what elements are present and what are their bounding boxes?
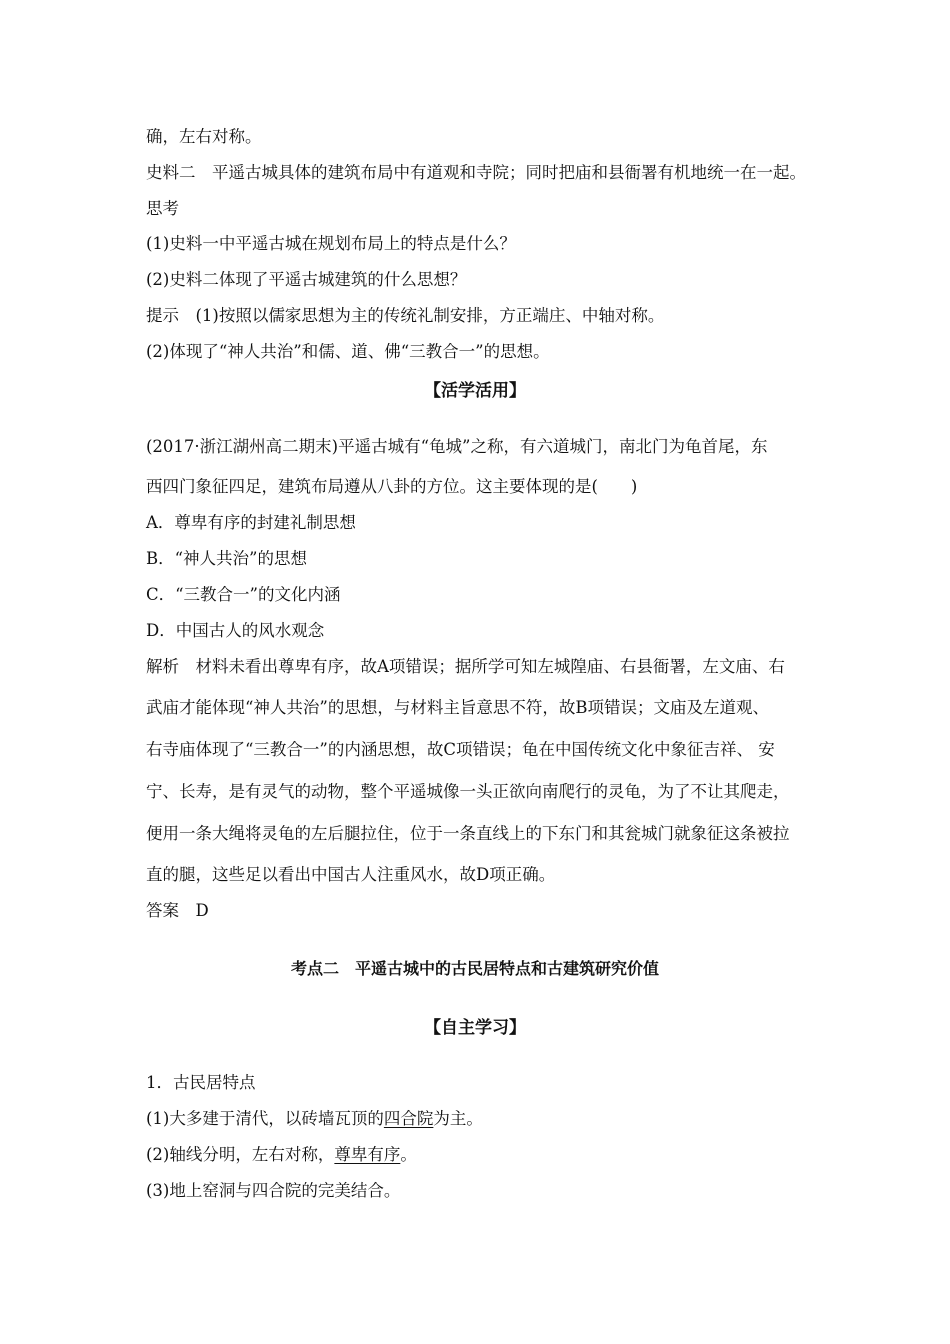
self-study-heading: 1．古民居特点 xyxy=(146,1073,256,1092)
question-stem-line-1: (2017·浙江湖州高二期末)平遥古城有“龟城”之称，有六道城门，南北门为龟首尾，东 xyxy=(146,437,768,456)
self-study-item-2 xyxy=(146,1145,417,1165)
think-heading: 思考 xyxy=(146,199,179,218)
option-b: B．“神人共治”的思想 xyxy=(146,549,307,568)
think-question-1: (1)史料一中平遥古城在规划布局上的特点是什么？ xyxy=(146,234,516,253)
exam-point-title: 考点二 平遥古城中的古民居特点和古建筑研究价值 xyxy=(290,959,659,978)
item-text: (2)轴线分明，左右对称， xyxy=(146,1145,335,1164)
answer-line: 答案 D xyxy=(146,901,209,920)
analysis-line-3: 右寺庙体现了“三教合一”的内涵思想，故C项错误；龟在中国传统文化中象征吉祥、 安 xyxy=(146,740,775,759)
question-stem-line-2: 西四门象征四足，建筑布局遵从八卦的方位。这主要体现的是( ) xyxy=(146,477,638,496)
analysis-line-6: 直的腿，这些足以看出中国古人注重风水，故D项正确。 xyxy=(146,865,556,884)
hint-answer-1: 提示 (1)按照以儒家思想为主的传统礼制安排，方正端庄、中轴对称。 xyxy=(146,306,665,325)
item-text: (1)大多建于清代，以砖墙瓦顶的 xyxy=(146,1109,384,1128)
analysis-line-5: 便用一条大绳将灵龟的左后腿拉住，位于一条直线上的下东门和其瓮城门就象征这条被拉 xyxy=(146,824,790,843)
analysis-line-4: 宁、长寿，是有灵气的动物，整个平遥城像一头正欲向南爬行的灵龟，为了不让其爬走， xyxy=(146,782,790,801)
think-question-2: (2)史料二体现了平遥古城建筑的什么思想？ xyxy=(146,270,467,289)
analysis-line-1: 解析 材料未看出尊卑有序，故A项错误；据所学可知左城隍庙、右县衙署，左文庙、右 xyxy=(146,657,785,676)
source-two-text: 史料二 平遥古城具体的建筑布局中有道观和寺院；同时把庙和县衙署有机地统一在一起。 xyxy=(146,163,806,182)
fill-blank-answer: 尊卑有序 xyxy=(334,1145,401,1164)
hint-answer-2: (2)体现了“神人共治”和儒、道、佛“三教合一”的思想。 xyxy=(146,342,550,361)
section-heading-self-study: 【自主学习】 xyxy=(424,1018,526,1038)
text-line: 确，左右对称。 xyxy=(146,127,262,146)
option-a: A．尊卑有序的封建礼制思想 xyxy=(146,513,356,532)
self-study-item-3: (3)地上窑洞与四合院的完美结合。 xyxy=(146,1181,401,1200)
option-d: D．中国古人的风水观念 xyxy=(146,621,325,640)
item-text: 。 xyxy=(400,1145,417,1164)
self-study-item-1 xyxy=(146,1109,483,1129)
fill-blank-answer: 四合院 xyxy=(383,1109,434,1128)
analysis-line-2: 武庙才能体现“神人共治”的思想，与材料主旨意思不符，故B项错误；文庙及左道观、 xyxy=(146,698,769,717)
item-text: 为主。 xyxy=(433,1109,483,1128)
section-heading-activity: 【活学活用】 xyxy=(424,381,526,401)
option-c: C．“三教合一”的文化内涵 xyxy=(146,585,341,604)
